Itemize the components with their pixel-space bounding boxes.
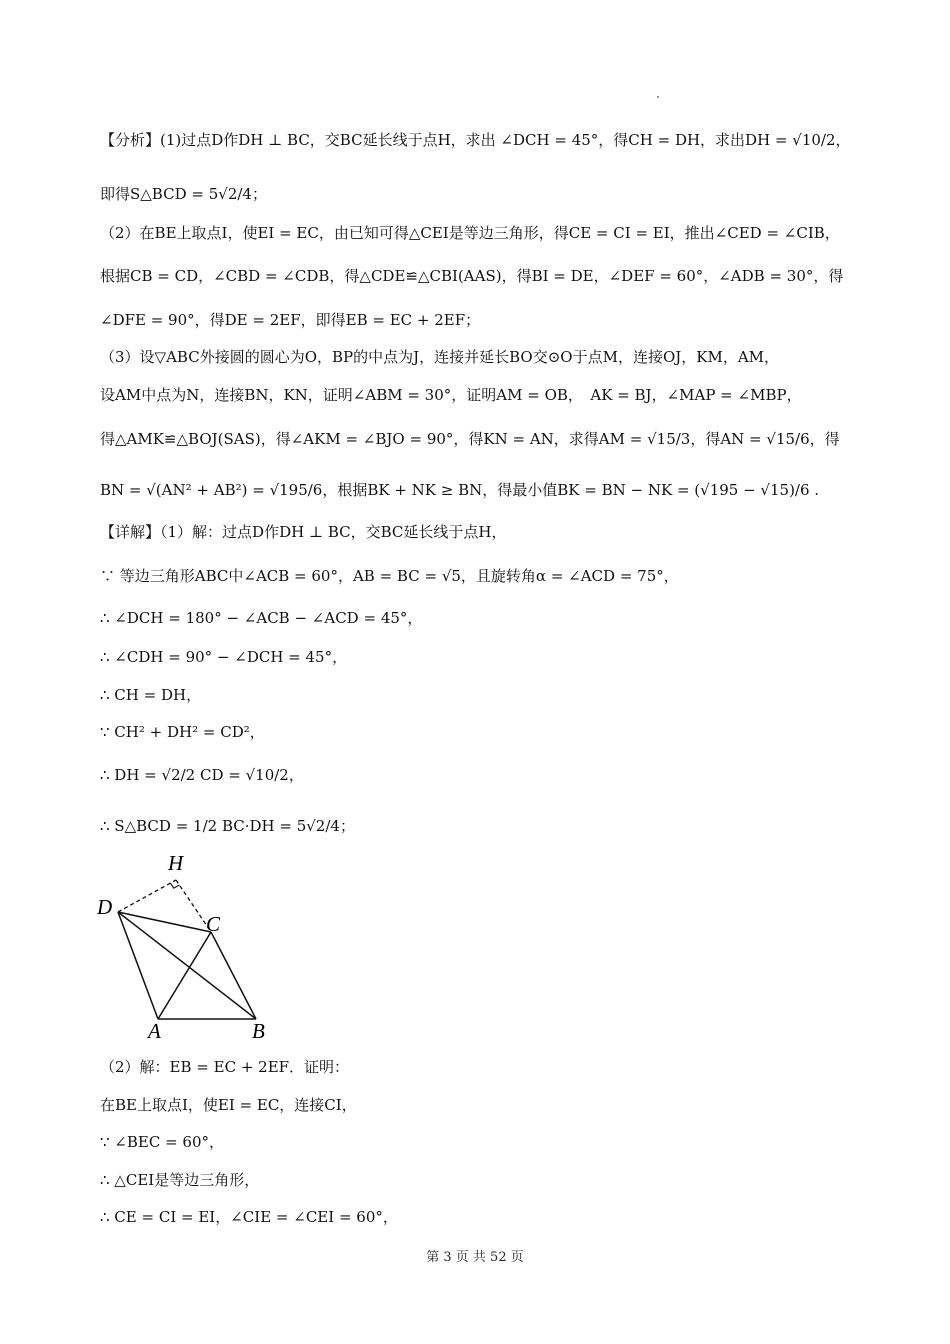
part2-line-4: ∴ △CEI是等边三角形， — [100, 1171, 260, 1189]
detail-line-7: ∴ DH = √2/2 CD = √10/2， — [100, 766, 304, 784]
detail-line-5: ∴ CH = DH， — [100, 686, 202, 704]
detail-line-8: ∴ S△BCD = 1/2 BC·DH = 5√2/4； — [100, 817, 355, 835]
analysis-line-2: 即得S△BCD = 5√2/4； — [100, 185, 267, 203]
analysis-line-5: ∠DFE = 90°，得DE = 2EF，即得EB = EC + 2EF； — [100, 311, 481, 329]
geometry-figure — [92, 852, 292, 1047]
part2-line-3: ∵ ∠BEC = 60°， — [100, 1133, 225, 1151]
analysis-line-6: （3）设▽ABC外接圆的圆心为O，BP的中点为J，连接并延长BO交⊙O于点M，连接OJ，KM，AM， — [100, 348, 780, 366]
segment-DH — [118, 880, 176, 912]
analysis-line-9: BN = √(AN² + AB²) = √195/6，根据BK + NK ≥ BN，得最小值BK = BN − NK = (√195 − √15)/6 . — [100, 481, 820, 499]
page-footer: 第 3 页 共 52 页 — [426, 1250, 524, 1265]
detail-line-2: ∵ 等边三角形ABC中∠ACB = 60°，AB = BC = √5，且旋转角α = ∠ACD = 75°， — [100, 567, 679, 585]
part2-line-2: 在BE上取点I，使EI = EC，连接CI， — [100, 1096, 357, 1114]
label-A: A — [148, 1019, 161, 1043]
detail-line-1: 【详解】（1）解：过点D作DH ⊥ BC，交BC延长线于点H， — [100, 523, 507, 541]
analysis-line-1: 【分析】(1)过点D作DH ⊥ BC，交BC延长线于点H，求出 ∠DCH = 45°，得CH = DH，求出DH = √10/2， — [100, 131, 851, 149]
label-H: H — [168, 852, 184, 875]
part2-line-1: （2）解：EB = EC + 2EF．证明： — [100, 1058, 350, 1076]
analysis-line-4: 根据CB = CD，∠CBD = ∠CDB，得△CDE≌△CBI(AAS)，得BI = DE，∠DEF = 60°，∠ADB = 30°，得 — [100, 267, 844, 285]
segment-CB — [211, 932, 256, 1019]
right-angle-mark — [170, 883, 179, 888]
label-D: D — [97, 895, 113, 919]
detail-line-4: ∴ ∠CDH = 90° − ∠DCH = 45°， — [100, 648, 348, 666]
segment-AC — [158, 932, 211, 1019]
analysis-line-3: （2）在BE上取点I，使EI = EC，由已知可得△CEI是等边三角形，得CE = CI = EI，推出∠CED = ∠CIB， — [100, 224, 840, 242]
analysis-line-7: 设AM中点为N，连接BN，KN，证明∠ABM = 30°，证明AM = OB， AK = BJ，∠MAP = ∠MBP， — [100, 386, 802, 404]
detail-line-3: ∴ ∠DCH = 180° − ∠ACB − ∠ACD = 45°， — [100, 609, 423, 627]
label-C: C — [206, 912, 221, 936]
speck — [657, 96, 659, 98]
label-B: B — [252, 1019, 265, 1043]
analysis-line-8: 得△AMK≌△BOJ(SAS)，得∠AKM = ∠BJO = 90°，得KN = AN，求得AM = √15/3，得AN = √15/6，得 — [100, 430, 840, 448]
detail-line-6: ∵ CH² + DH² = CD²， — [100, 723, 265, 741]
part2-line-5: ∴ CE = CI = EI，∠CIE = ∠CEI = 60°， — [100, 1208, 398, 1226]
